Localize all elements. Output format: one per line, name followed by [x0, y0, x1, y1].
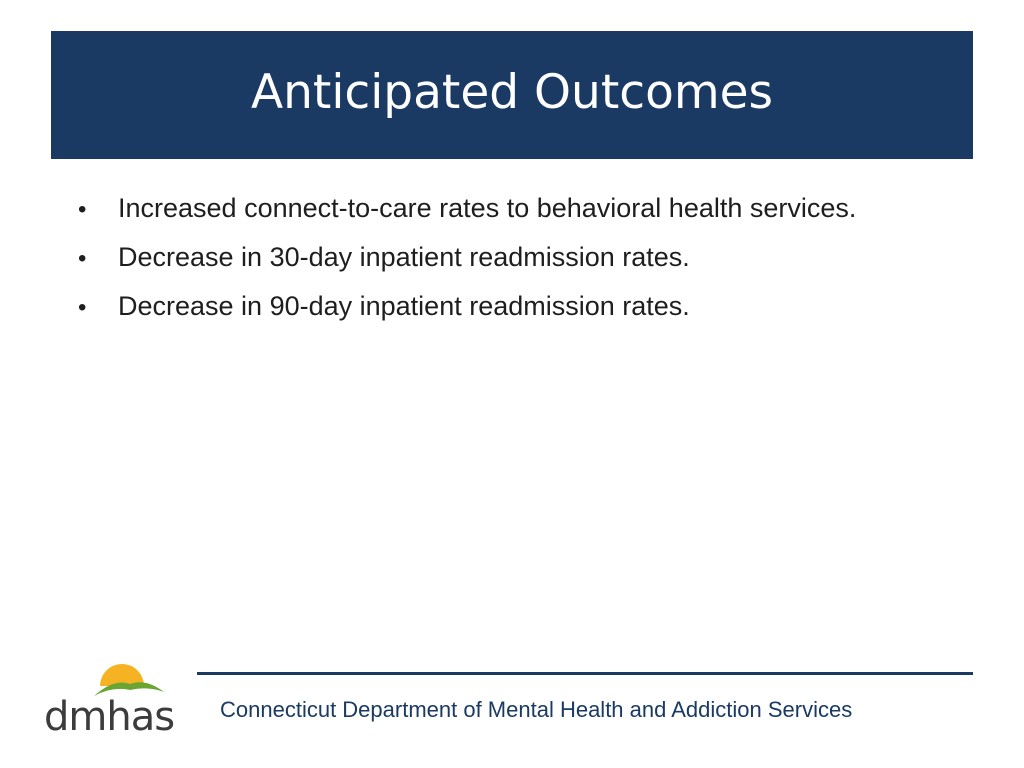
bullet-text: Increased connect-to-care rates to behavioral health services. — [118, 193, 857, 223]
footer-divider — [197, 672, 973, 675]
bullet-item — [78, 291, 856, 340]
footer-organization: Connecticut Department of Mental Health and Addiction Services — [220, 697, 853, 722]
bullet-text: Decrease in 30-day inpatient readmission rates. — [118, 242, 690, 272]
bullet-icon: • — [78, 196, 87, 223]
slide-title: Anticipated Outcomes — [250, 64, 774, 120]
dmhas-logo — [42, 656, 177, 738]
logo-text: dmhas — [44, 694, 175, 738]
bullet-icon: • — [78, 245, 87, 272]
bullet-item — [78, 193, 856, 242]
title-bar — [51, 31, 973, 159]
bullet-list — [78, 193, 856, 340]
bullet-item — [78, 242, 856, 291]
bullet-icon: • — [78, 294, 87, 321]
bullet-text: Decrease in 90-day inpatient readmission rates. — [118, 291, 690, 321]
